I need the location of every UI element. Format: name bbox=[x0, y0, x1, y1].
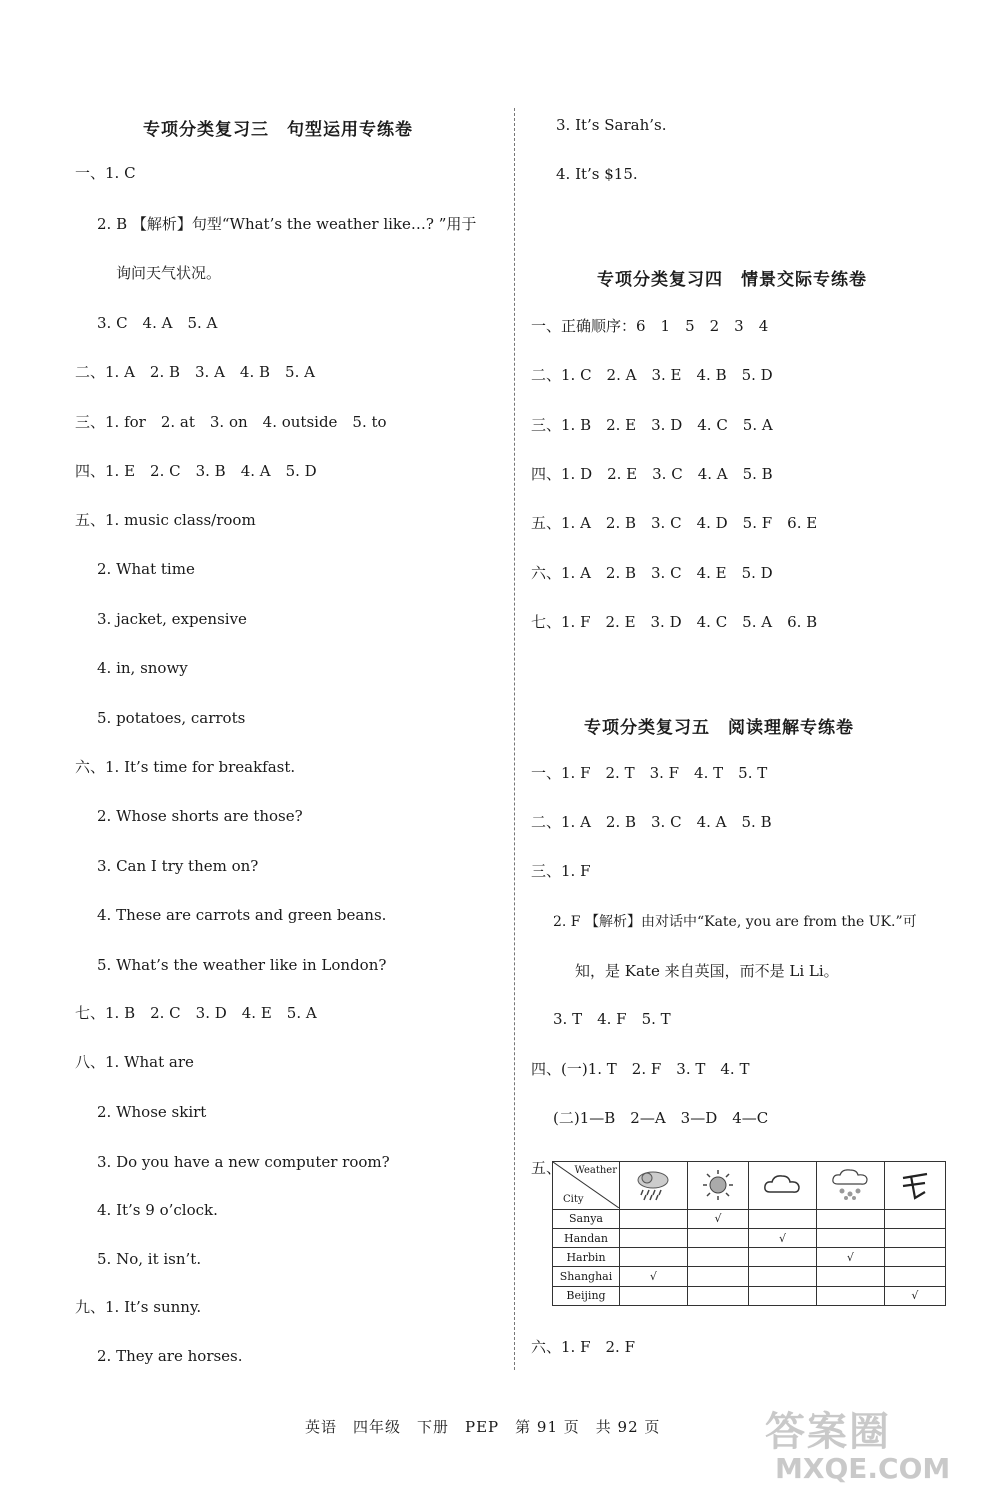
answer-line: 一、正确顺序：6 1 5 2 3 4 bbox=[531, 317, 769, 335]
snowy-icon bbox=[816, 1162, 884, 1210]
sunny-icon bbox=[687, 1162, 748, 1210]
answer-line: 一、1. F 2. T 3. F 4. T 5. T bbox=[531, 764, 768, 782]
check-cell bbox=[620, 1248, 688, 1267]
answer-line: 知，是 Kate 来自英国，而不是 Li Li。 bbox=[575, 962, 839, 980]
answer-line: 六、1. It’s time for breakfast. bbox=[75, 758, 296, 776]
check-cell bbox=[884, 1228, 945, 1247]
check-cell bbox=[687, 1228, 748, 1247]
check-cell: √ bbox=[687, 1209, 748, 1228]
answer-line: 九、1. It’s sunny. bbox=[75, 1298, 202, 1316]
table-prefix: 五、 bbox=[531, 1159, 562, 1177]
table-header-row bbox=[553, 1162, 946, 1210]
answer-line: 三、1. B 2. E 3. D 4. C 5. A bbox=[531, 416, 773, 434]
answer-line: 三、1. F bbox=[531, 862, 591, 880]
answer-line: 4. in, snowy bbox=[97, 659, 188, 677]
answer-line: 2. They are horses. bbox=[97, 1347, 243, 1365]
answer-line: 四、1. E 2. C 3. B 4. A 5. D bbox=[75, 462, 317, 480]
answer-line: 4. These are carrots and green beans. bbox=[97, 906, 387, 924]
answer-line: 5. What’s the weather like in London? bbox=[97, 956, 387, 974]
check-cell bbox=[620, 1286, 688, 1305]
answer-line: 5. potatoes, carrots bbox=[97, 709, 246, 727]
table-row bbox=[553, 1209, 946, 1228]
answer-line: 2. Whose skirt bbox=[97, 1103, 207, 1121]
watermark-text: 答案圈 bbox=[765, 1409, 891, 1455]
check-cell bbox=[687, 1286, 748, 1305]
check-cell: √ bbox=[816, 1248, 884, 1267]
answer-line: 四、(一)1. T 2. F 3. T 4. T bbox=[531, 1060, 750, 1078]
check-cell bbox=[884, 1267, 945, 1286]
check-cell bbox=[749, 1286, 817, 1305]
windy-icon bbox=[884, 1162, 945, 1210]
table-row bbox=[553, 1286, 946, 1305]
city-label: City bbox=[563, 1194, 584, 1206]
answer-line: (二)1—B 2—A 3—D 4—C bbox=[553, 1109, 769, 1127]
answer-line: 3. Do you have a new computer room? bbox=[97, 1153, 390, 1171]
check-cell bbox=[749, 1209, 817, 1228]
answer-line: 3. T 4. F 5. T bbox=[553, 1010, 671, 1028]
section-3-title: 专项分类复习三 句型运用专练卷 bbox=[143, 120, 413, 140]
answer-line: 三、1. for 2. at 3. on 4. outside 5. to bbox=[75, 413, 387, 431]
city-cell: Handan bbox=[553, 1228, 620, 1247]
check-cell bbox=[620, 1228, 688, 1247]
table-row bbox=[553, 1228, 946, 1247]
answer-line: 八、1. What are bbox=[75, 1053, 194, 1071]
table-row bbox=[553, 1267, 946, 1286]
diagonal-header bbox=[553, 1162, 619, 1208]
answer-line: 六、1. A 2. B 3. C 4. E 5. D bbox=[531, 564, 773, 582]
check-cell: √ bbox=[620, 1267, 688, 1286]
check-cell: √ bbox=[749, 1228, 817, 1247]
table-row bbox=[553, 1248, 946, 1267]
check-cell bbox=[687, 1267, 748, 1286]
answer-line: 七、1. F 2. E 3. D 4. C 5. A 6. B bbox=[531, 613, 818, 631]
check-cell bbox=[884, 1248, 945, 1267]
check-cell bbox=[749, 1267, 817, 1286]
answer-line: 七、1. B 2. C 3. D 4. E 5. A bbox=[75, 1004, 317, 1022]
answer-line: 2. B 【解析】句型“What’s the weather like…? ”用于 bbox=[97, 215, 477, 233]
answer-line: 二、1. A 2. B 3. A 4. B 5. A bbox=[75, 363, 315, 381]
check-cell: √ bbox=[884, 1286, 945, 1305]
answer-line: 3. jacket, expensive bbox=[97, 610, 247, 628]
check-cell bbox=[687, 1248, 748, 1267]
section-5-title: 专项分类复习五 阅读理解专练卷 bbox=[584, 718, 854, 738]
check-cell bbox=[816, 1267, 884, 1286]
watermark-url: MXQE.COM bbox=[775, 1452, 951, 1485]
city-cell: Beijing bbox=[553, 1286, 620, 1305]
section-4-title: 专项分类复习四 情景交际专练卷 bbox=[597, 270, 867, 290]
check-cell bbox=[816, 1228, 884, 1247]
corner-cell bbox=[553, 1162, 620, 1210]
answer-line: 4. It’s 9 o’clock. bbox=[97, 1201, 218, 1219]
city-cell: Harbin bbox=[553, 1248, 620, 1267]
answer-line: 五、1. music class/room bbox=[75, 511, 256, 529]
answer-line: 3. C 4. A 5. A bbox=[97, 314, 218, 332]
rainy-icon bbox=[620, 1162, 688, 1210]
check-cell bbox=[749, 1248, 817, 1267]
cloudy-icon bbox=[749, 1162, 817, 1210]
answer-line: 4. It’s $15. bbox=[556, 165, 638, 183]
answer-line: 2. F 【解析】由对话中“Kate, you are from the UK.”可 bbox=[553, 914, 917, 930]
answer-line: 四、1. D 2. E 3. C 4. A 5. B bbox=[531, 465, 773, 483]
answer-line: 5. No, it isn’t. bbox=[97, 1250, 202, 1268]
answer-line: 二、1. C 2. A 3. E 4. B 5. D bbox=[531, 366, 773, 384]
check-cell bbox=[816, 1286, 884, 1305]
answer-line: 六、1. F 2. F bbox=[531, 1338, 635, 1356]
page-footer: 英语 四年级 下册 PEP 第 91 页 共 92 页 bbox=[305, 1418, 661, 1436]
weather-label: Weather bbox=[574, 1165, 617, 1177]
answer-line: 2. What time bbox=[97, 560, 195, 578]
column-divider bbox=[514, 108, 515, 1370]
city-cell: Sanya bbox=[553, 1209, 620, 1228]
answer-line: 二、1. A 2. B 3. C 4. A 5. B bbox=[531, 813, 772, 831]
answer-line: 3. It’s Sarah’s. bbox=[556, 116, 667, 134]
city-cell: Shanghai bbox=[553, 1267, 620, 1286]
watermark-logo bbox=[745, 1400, 975, 1490]
answer-line: 询问天气状况。 bbox=[116, 264, 222, 282]
answer-line: 2. Whose shorts are those? bbox=[97, 807, 303, 825]
check-cell bbox=[620, 1209, 688, 1228]
weather-table bbox=[552, 1161, 946, 1306]
check-cell bbox=[816, 1209, 884, 1228]
answer-line: 一、1. C bbox=[75, 164, 136, 182]
answer-line: 五、1. A 2. B 3. C 4. D 5. F 6. E bbox=[531, 514, 818, 532]
answer-line: 3. Can I try them on? bbox=[97, 857, 259, 875]
check-cell bbox=[884, 1209, 945, 1228]
